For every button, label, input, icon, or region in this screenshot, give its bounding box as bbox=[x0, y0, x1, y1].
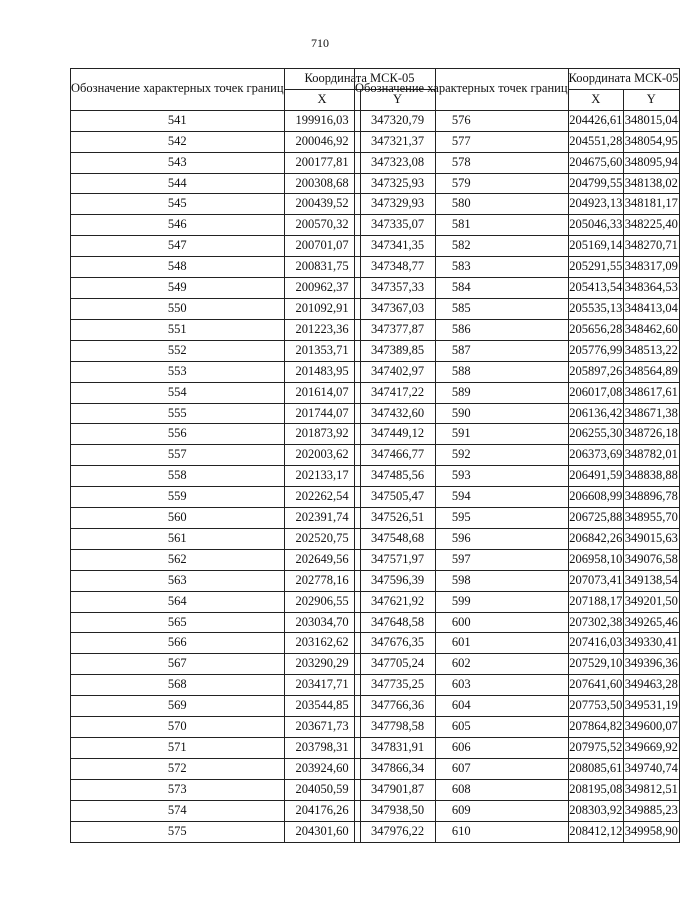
point-id-cell: 544 bbox=[71, 173, 285, 194]
x-coordinate-cell: 207529,10 bbox=[568, 654, 624, 675]
point-id-cell: 559 bbox=[71, 487, 285, 508]
x-coordinate-cell: 204551,28 bbox=[568, 131, 624, 152]
point-id-cell: 549 bbox=[71, 278, 285, 299]
y-coordinate-cell: 347596,39 bbox=[360, 570, 435, 591]
table-row bbox=[355, 152, 680, 173]
x-coordinate-cell: 201873,92 bbox=[284, 424, 360, 445]
table-row bbox=[355, 110, 680, 131]
point-id-cell: 577 bbox=[355, 131, 569, 152]
table-row bbox=[355, 717, 680, 738]
x-coordinate-cell: 202133,17 bbox=[284, 466, 360, 487]
y-coordinate-cell: 347466,77 bbox=[360, 445, 435, 466]
y-coordinate-cell: 347377,87 bbox=[360, 319, 435, 340]
point-id-cell: 581 bbox=[355, 215, 569, 236]
table-row bbox=[355, 215, 680, 236]
x-coordinate-cell: 205169,14 bbox=[568, 236, 624, 257]
x-coordinate-cell: 204426,61 bbox=[568, 110, 624, 131]
x-coordinate-cell: 206373,69 bbox=[568, 445, 624, 466]
table-row bbox=[355, 800, 680, 821]
x-coordinate-cell: 207188,17 bbox=[568, 591, 624, 612]
x-coordinate-cell: 205413,54 bbox=[568, 278, 624, 299]
point-id-cell: 542 bbox=[71, 131, 285, 152]
table-row bbox=[355, 675, 680, 696]
y-coordinate-cell: 347621,92 bbox=[360, 591, 435, 612]
x-coordinate-cell: 201744,07 bbox=[284, 403, 360, 424]
point-id-cell: 604 bbox=[355, 696, 569, 717]
y-coordinate-cell: 348225,40 bbox=[624, 215, 679, 236]
x-coordinate-cell: 208412,12 bbox=[568, 821, 624, 842]
x-coordinate-cell: 200962,37 bbox=[284, 278, 360, 299]
point-id-cell: 551 bbox=[71, 319, 285, 340]
point-id-cell: 590 bbox=[355, 403, 569, 424]
y-coordinate-cell: 347526,51 bbox=[360, 508, 435, 529]
x-coordinate-cell: 203290,29 bbox=[284, 654, 360, 675]
y-coordinate-cell: 347367,03 bbox=[360, 298, 435, 319]
point-id-cell: 584 bbox=[355, 278, 569, 299]
y-coordinate-cell: 348413,04 bbox=[624, 298, 679, 319]
x-coordinate-cell: 205656,28 bbox=[568, 319, 624, 340]
point-id-cell: 580 bbox=[355, 194, 569, 215]
x-coordinate-cell: 200439,52 bbox=[284, 194, 360, 215]
point-id-cell: 543 bbox=[71, 152, 285, 173]
table-row bbox=[355, 779, 680, 800]
y-coordinate-cell: 347938,50 bbox=[360, 800, 435, 821]
y-coordinate-cell: 349812,51 bbox=[624, 779, 679, 800]
x-coordinate-cell: 200570,32 bbox=[284, 215, 360, 236]
table-row bbox=[355, 445, 680, 466]
table-row bbox=[355, 361, 680, 382]
x-coordinate-cell: 206136,42 bbox=[568, 403, 624, 424]
x-coordinate-cell: 206255,30 bbox=[568, 424, 624, 445]
point-id-cell: 601 bbox=[355, 633, 569, 654]
point-id-cell: 553 bbox=[71, 361, 285, 382]
table-row bbox=[355, 758, 680, 779]
y-coordinate-cell: 347348,77 bbox=[360, 257, 435, 278]
y-coordinate-cell: 347705,24 bbox=[360, 654, 435, 675]
point-id-cell: 566 bbox=[71, 633, 285, 654]
x-coordinate-cell: 202778,16 bbox=[284, 570, 360, 591]
y-coordinate-cell: 349265,46 bbox=[624, 612, 679, 633]
header-x: X bbox=[568, 89, 624, 110]
point-id-cell: 610 bbox=[355, 821, 569, 842]
y-coordinate-cell: 348955,70 bbox=[624, 508, 679, 529]
y-coordinate-cell: 348181,17 bbox=[624, 194, 679, 215]
point-id-cell: 594 bbox=[355, 487, 569, 508]
y-coordinate-cell: 347648,58 bbox=[360, 612, 435, 633]
y-coordinate-cell: 347831,91 bbox=[360, 738, 435, 759]
x-coordinate-cell: 207073,41 bbox=[568, 570, 624, 591]
y-coordinate-cell: 348364,53 bbox=[624, 278, 679, 299]
point-id-cell: 564 bbox=[71, 591, 285, 612]
y-coordinate-cell: 348054,95 bbox=[624, 131, 679, 152]
point-id-cell: 588 bbox=[355, 361, 569, 382]
x-coordinate-cell: 202391,74 bbox=[284, 508, 360, 529]
y-coordinate-cell: 349201,50 bbox=[624, 591, 679, 612]
y-coordinate-cell: 347357,33 bbox=[360, 278, 435, 299]
x-coordinate-cell: 201092,91 bbox=[284, 298, 360, 319]
y-coordinate-cell: 348317,09 bbox=[624, 257, 679, 278]
y-coordinate-cell: 347976,22 bbox=[360, 821, 435, 842]
point-id-cell: 541 bbox=[71, 110, 285, 131]
x-coordinate-cell: 202003,62 bbox=[284, 445, 360, 466]
x-coordinate-cell: 203924,60 bbox=[284, 758, 360, 779]
x-coordinate-cell: 208195,08 bbox=[568, 779, 624, 800]
table-row bbox=[355, 466, 680, 487]
x-coordinate-cell: 204301,60 bbox=[284, 821, 360, 842]
point-id-cell: 568 bbox=[71, 675, 285, 696]
table-row bbox=[355, 508, 680, 529]
header-point-designation: Обозначение характерных точек границ bbox=[355, 69, 569, 111]
y-coordinate-cell: 347323,08 bbox=[360, 152, 435, 173]
point-id-cell: 563 bbox=[71, 570, 285, 591]
point-id-cell: 548 bbox=[71, 257, 285, 278]
y-coordinate-cell: 349076,58 bbox=[624, 549, 679, 570]
point-id-cell: 545 bbox=[71, 194, 285, 215]
y-coordinate-cell: 349531,19 bbox=[624, 696, 679, 717]
point-id-cell: 599 bbox=[355, 591, 569, 612]
point-id-cell: 569 bbox=[71, 696, 285, 717]
y-coordinate-cell: 348270,71 bbox=[624, 236, 679, 257]
table-row bbox=[355, 487, 680, 508]
y-coordinate-cell: 349885,23 bbox=[624, 800, 679, 821]
point-id-cell: 561 bbox=[71, 528, 285, 549]
table-row bbox=[355, 403, 680, 424]
y-coordinate-cell: 349330,41 bbox=[624, 633, 679, 654]
y-coordinate-cell: 347321,37 bbox=[360, 131, 435, 152]
x-coordinate-cell: 202262,54 bbox=[284, 487, 360, 508]
x-coordinate-cell: 205776,99 bbox=[568, 340, 624, 361]
header-coordinate-system: Координата МСК-05 bbox=[568, 69, 679, 90]
y-coordinate-cell: 348671,38 bbox=[624, 403, 679, 424]
coordinates-table-right bbox=[354, 68, 680, 843]
y-coordinate-cell: 349669,92 bbox=[624, 738, 679, 759]
x-coordinate-cell: 205535,13 bbox=[568, 298, 624, 319]
point-id-cell: 575 bbox=[71, 821, 285, 842]
point-id-cell: 583 bbox=[355, 257, 569, 278]
y-coordinate-cell: 347901,87 bbox=[360, 779, 435, 800]
y-coordinate-cell: 347735,25 bbox=[360, 675, 435, 696]
point-id-cell: 554 bbox=[71, 382, 285, 403]
x-coordinate-cell: 206958,10 bbox=[568, 549, 624, 570]
table-row bbox=[355, 424, 680, 445]
x-coordinate-cell: 200177,81 bbox=[284, 152, 360, 173]
y-coordinate-cell: 347417,22 bbox=[360, 382, 435, 403]
x-coordinate-cell: 202906,55 bbox=[284, 591, 360, 612]
x-coordinate-cell: 204176,26 bbox=[284, 800, 360, 821]
y-coordinate-cell: 348513,22 bbox=[624, 340, 679, 361]
table-row bbox=[355, 528, 680, 549]
x-coordinate-cell: 207975,52 bbox=[568, 738, 624, 759]
point-id-cell: 546 bbox=[71, 215, 285, 236]
table-row bbox=[355, 549, 680, 570]
table-row bbox=[355, 131, 680, 152]
x-coordinate-cell: 204923,13 bbox=[568, 194, 624, 215]
y-coordinate-cell: 347485,56 bbox=[360, 466, 435, 487]
table-row bbox=[355, 340, 680, 361]
point-id-cell: 603 bbox=[355, 675, 569, 696]
point-id-cell: 578 bbox=[355, 152, 569, 173]
header-y: Y bbox=[360, 89, 435, 110]
table-row bbox=[355, 298, 680, 319]
table-body bbox=[355, 110, 680, 842]
x-coordinate-cell: 203417,71 bbox=[284, 675, 360, 696]
table-row bbox=[355, 738, 680, 759]
x-coordinate-cell: 200831,75 bbox=[284, 257, 360, 278]
header-y: Y bbox=[624, 89, 679, 110]
x-coordinate-cell: 200046,92 bbox=[284, 131, 360, 152]
x-coordinate-cell: 203798,31 bbox=[284, 738, 360, 759]
point-id-cell: 556 bbox=[71, 424, 285, 445]
point-id-cell: 552 bbox=[71, 340, 285, 361]
x-coordinate-cell: 205897,26 bbox=[568, 361, 624, 382]
point-id-cell: 557 bbox=[71, 445, 285, 466]
y-coordinate-cell: 348564,89 bbox=[624, 361, 679, 382]
point-id-cell: 606 bbox=[355, 738, 569, 759]
x-coordinate-cell: 202520,75 bbox=[284, 528, 360, 549]
table-row bbox=[355, 633, 680, 654]
x-coordinate-cell: 207864,82 bbox=[568, 717, 624, 738]
point-id-cell: 605 bbox=[355, 717, 569, 738]
x-coordinate-cell: 201223,36 bbox=[284, 319, 360, 340]
point-id-cell: 595 bbox=[355, 508, 569, 529]
y-coordinate-cell: 349740,74 bbox=[624, 758, 679, 779]
y-coordinate-cell: 347389,85 bbox=[360, 340, 435, 361]
x-coordinate-cell: 202649,56 bbox=[284, 549, 360, 570]
table-row bbox=[355, 382, 680, 403]
point-id-cell: 592 bbox=[355, 445, 569, 466]
point-id-cell: 608 bbox=[355, 779, 569, 800]
x-coordinate-cell: 206017,08 bbox=[568, 382, 624, 403]
y-coordinate-cell: 349463,28 bbox=[624, 675, 679, 696]
y-coordinate-cell: 348896,78 bbox=[624, 487, 679, 508]
point-id-cell: 600 bbox=[355, 612, 569, 633]
y-coordinate-cell: 349015,63 bbox=[624, 528, 679, 549]
table-row bbox=[355, 257, 680, 278]
header-coordinate-system: Координата МСК-05 bbox=[284, 69, 435, 90]
table-row bbox=[355, 194, 680, 215]
point-id-cell: 570 bbox=[71, 717, 285, 738]
table-row bbox=[355, 319, 680, 340]
y-coordinate-cell: 347571,97 bbox=[360, 549, 435, 570]
x-coordinate-cell: 204675,60 bbox=[568, 152, 624, 173]
y-coordinate-cell: 349138,54 bbox=[624, 570, 679, 591]
point-id-cell: 589 bbox=[355, 382, 569, 403]
x-coordinate-cell: 203034,70 bbox=[284, 612, 360, 633]
x-coordinate-cell: 201614,07 bbox=[284, 382, 360, 403]
point-id-cell: 591 bbox=[355, 424, 569, 445]
point-id-cell: 598 bbox=[355, 570, 569, 591]
y-coordinate-cell: 347329,93 bbox=[360, 194, 435, 215]
y-coordinate-cell: 348462,60 bbox=[624, 319, 679, 340]
x-coordinate-cell: 207302,38 bbox=[568, 612, 624, 633]
y-coordinate-cell: 349600,07 bbox=[624, 717, 679, 738]
point-id-cell: 587 bbox=[355, 340, 569, 361]
y-coordinate-cell: 347335,07 bbox=[360, 215, 435, 236]
y-coordinate-cell: 349396,36 bbox=[624, 654, 679, 675]
table-row bbox=[355, 612, 680, 633]
x-coordinate-cell: 201353,71 bbox=[284, 340, 360, 361]
x-coordinate-cell: 208085,61 bbox=[568, 758, 624, 779]
point-id-cell: 582 bbox=[355, 236, 569, 257]
point-id-cell: 586 bbox=[355, 319, 569, 340]
y-coordinate-cell: 347320,79 bbox=[360, 110, 435, 131]
y-coordinate-cell: 347798,58 bbox=[360, 717, 435, 738]
x-coordinate-cell: 207753,50 bbox=[568, 696, 624, 717]
point-id-cell: 567 bbox=[71, 654, 285, 675]
y-coordinate-cell: 348782,01 bbox=[624, 445, 679, 466]
y-coordinate-cell: 347341,35 bbox=[360, 236, 435, 257]
y-coordinate-cell: 348838,88 bbox=[624, 466, 679, 487]
y-coordinate-cell: 348726,18 bbox=[624, 424, 679, 445]
page-number: 710 bbox=[311, 36, 329, 50]
point-id-cell: 593 bbox=[355, 466, 569, 487]
y-coordinate-cell: 347432,60 bbox=[360, 403, 435, 424]
point-id-cell: 596 bbox=[355, 528, 569, 549]
x-coordinate-cell: 206725,88 bbox=[568, 508, 624, 529]
x-coordinate-cell: 199916,03 bbox=[284, 110, 360, 131]
point-id-cell: 585 bbox=[355, 298, 569, 319]
x-coordinate-cell: 204050,59 bbox=[284, 779, 360, 800]
point-id-cell: 597 bbox=[355, 549, 569, 570]
header-x: X bbox=[284, 89, 360, 110]
point-id-cell: 574 bbox=[71, 800, 285, 821]
point-id-cell: 576 bbox=[355, 110, 569, 131]
x-coordinate-cell: 200701,07 bbox=[284, 236, 360, 257]
table-row bbox=[355, 278, 680, 299]
y-coordinate-cell: 347402,97 bbox=[360, 361, 435, 382]
point-id-cell: 573 bbox=[71, 779, 285, 800]
point-id-cell: 547 bbox=[71, 236, 285, 257]
table-row bbox=[355, 173, 680, 194]
x-coordinate-cell: 205291,55 bbox=[568, 257, 624, 278]
x-coordinate-cell: 206842,26 bbox=[568, 528, 624, 549]
x-coordinate-cell: 203162,62 bbox=[284, 633, 360, 654]
y-coordinate-cell: 348138,02 bbox=[624, 173, 679, 194]
header-point-designation: Обозначение характерных точек границ bbox=[71, 69, 285, 111]
point-id-cell: 572 bbox=[71, 758, 285, 779]
point-id-cell: 565 bbox=[71, 612, 285, 633]
table-row bbox=[355, 591, 680, 612]
point-id-cell: 609 bbox=[355, 800, 569, 821]
y-coordinate-cell: 348617,61 bbox=[624, 382, 679, 403]
y-coordinate-cell: 347449,12 bbox=[360, 424, 435, 445]
y-coordinate-cell: 347866,34 bbox=[360, 758, 435, 779]
y-coordinate-cell: 348015,04 bbox=[624, 110, 679, 131]
point-id-cell: 550 bbox=[71, 298, 285, 319]
y-coordinate-cell: 347505,47 bbox=[360, 487, 435, 508]
x-coordinate-cell: 201483,95 bbox=[284, 361, 360, 382]
point-id-cell: 555 bbox=[71, 403, 285, 424]
x-coordinate-cell: 203671,73 bbox=[284, 717, 360, 738]
y-coordinate-cell: 347766,36 bbox=[360, 696, 435, 717]
x-coordinate-cell: 208303,92 bbox=[568, 800, 624, 821]
table-row bbox=[355, 236, 680, 257]
x-coordinate-cell: 206491,59 bbox=[568, 466, 624, 487]
y-coordinate-cell: 347548,68 bbox=[360, 528, 435, 549]
point-id-cell: 579 bbox=[355, 173, 569, 194]
point-id-cell: 558 bbox=[71, 466, 285, 487]
x-coordinate-cell: 207641,60 bbox=[568, 675, 624, 696]
point-id-cell: 571 bbox=[71, 738, 285, 759]
y-coordinate-cell: 348095,94 bbox=[624, 152, 679, 173]
table-row bbox=[355, 696, 680, 717]
x-coordinate-cell: 205046,33 bbox=[568, 215, 624, 236]
x-coordinate-cell: 203544,85 bbox=[284, 696, 360, 717]
y-coordinate-cell: 347676,35 bbox=[360, 633, 435, 654]
table-row bbox=[355, 654, 680, 675]
y-coordinate-cell: 349958,90 bbox=[624, 821, 679, 842]
table-row bbox=[355, 821, 680, 842]
x-coordinate-cell: 206608,99 bbox=[568, 487, 624, 508]
y-coordinate-cell: 347325,93 bbox=[360, 173, 435, 194]
point-id-cell: 562 bbox=[71, 549, 285, 570]
table-row bbox=[355, 570, 680, 591]
point-id-cell: 602 bbox=[355, 654, 569, 675]
x-coordinate-cell: 204799,55 bbox=[568, 173, 624, 194]
x-coordinate-cell: 200308,68 bbox=[284, 173, 360, 194]
point-id-cell: 607 bbox=[355, 758, 569, 779]
x-coordinate-cell: 207416,03 bbox=[568, 633, 624, 654]
point-id-cell: 560 bbox=[71, 508, 285, 529]
